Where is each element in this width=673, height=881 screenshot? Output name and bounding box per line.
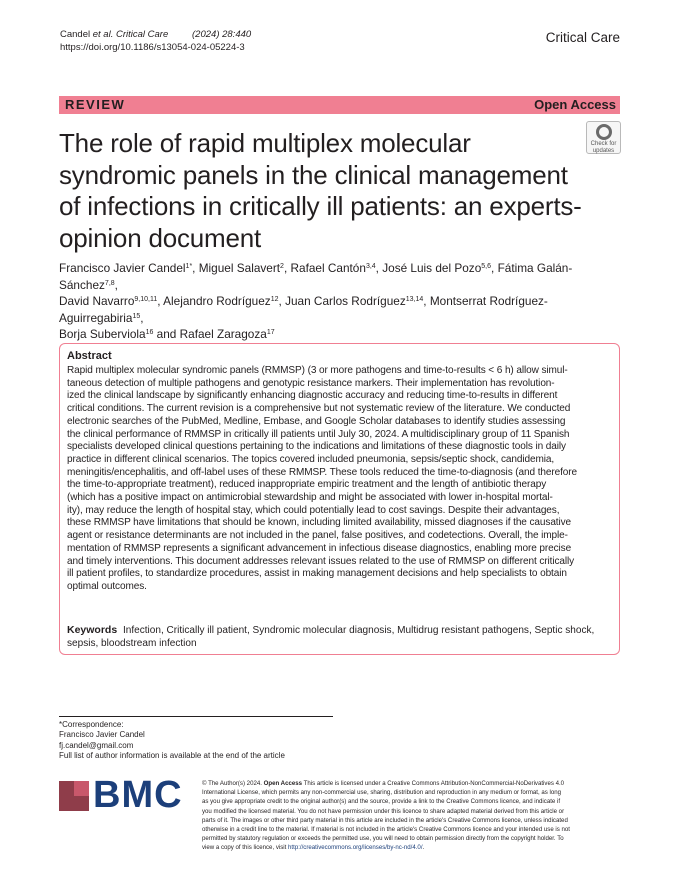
check-updates-icon	[596, 124, 612, 140]
license-link[interactable]: http://creativecommons.org/licenses/by-nc-nd/4.0/	[288, 844, 423, 852]
open-access-label: Open Access	[534, 97, 616, 112]
keywords-label: Keywords	[67, 624, 118, 636]
check-for-updates-button[interactable]	[586, 121, 621, 154]
author-name[interactable]: Rafael Zaragoza	[179, 327, 267, 341]
author-name[interactable]: Juan Carlos Rodríguez	[285, 294, 406, 308]
keywords-list-cont: sepsis, bloodstream infection	[67, 637, 197, 649]
article-type-banner	[59, 96, 620, 114]
author-name[interactable]: Rafael Cantón	[290, 261, 366, 275]
authors-conjunction: and	[156, 327, 177, 341]
journal-name: Critical Care	[545, 30, 620, 45]
correspondence-email[interactable]: fj.candel@gmail.com	[59, 740, 134, 750]
article-type-label: REVIEW	[65, 97, 126, 112]
correspondence-name: Francisco Javier Candel	[59, 730, 145, 740]
keywords	[67, 624, 612, 650]
author-name[interactable]: Francisco Javier Candel	[59, 261, 186, 275]
abstract-box	[59, 343, 620, 655]
author-name[interactable]: Miguel Salavert	[198, 261, 281, 275]
author-name[interactable]: David Navarro	[59, 294, 135, 308]
footnote-divider	[59, 716, 333, 717]
abstract-heading: Abstract	[67, 350, 112, 362]
correspondence-label: *Correspondence:	[59, 720, 124, 729]
keywords-list: Infection, Critically ill patient, Syndromic molecular diagnosis, Multidrug resistant pathogens, Septic shock,	[122, 625, 595, 636]
author-name[interactable]: Alejandro Rodríguez	[163, 294, 271, 308]
author-list: Francisco Javier Candel$^{1*}$, Miguel Salavert$^2$, Rafael Cantón$^{3,4}$, José Luis del Pozo$^{5,6}$, Fátima Galán-Sánchez$^{7,8}$, David Navarro$^{9,10,11}$, Alejandro Rodríguez$^{12}$, Juan Carlos Rodríguez$^{13,14}$, Montserrat Rodríguez-Aguirregabiria$^{15}$, Borja Suberviola$^{16}$ and Rafael Zaragoza$^{17}$	[59, 261, 573, 341]
bmc-logo-text: BMC	[93, 774, 183, 816]
author-name[interactable]: Borja Suberviola	[59, 327, 146, 341]
header-author: Candel	[60, 29, 91, 40]
bmc-logo[interactable]	[59, 774, 187, 816]
bmc-logo-mark-accent	[74, 781, 89, 796]
license-open-access: Open Access	[263, 780, 303, 787]
author-name[interactable]: Fátima Galán-Sánchez	[59, 261, 573, 292]
author-name[interactable]: José Luis del Pozo	[382, 261, 482, 275]
check-updates-label: Check for updates	[590, 141, 617, 154]
author-info-note: Full list of author information is available at the end of the article	[59, 751, 285, 761]
header-doi[interactable]: https://doi.org/10.1186/s13054-024-05224-3	[60, 41, 245, 53]
header-journal: et al. Critical Care	[92, 29, 169, 40]
article-title: The role of rapid multiplex molecular syndromic panels in the clinical management of infections in critically ill patients: an experts-opinion document	[59, 128, 582, 253]
header-volume: (2024) 28:440	[192, 29, 252, 40]
running-header	[60, 29, 251, 54]
header-citation-line	[60, 29, 251, 42]
license-text: © The Author(s) 2024. Open Access This article is licensed under a Creative Commons Attribution-NonCommercial-NoDerivatives 4.0 International License, which permits any non-commercial use, sharing, distribution and reproduction in any medium or format, as long as you give appropriate credit to the original author(s) and the source, provide a link to the Creative Commons licence, and indicate if you modified the licensed material. You do not have permission under this licence to share adapted material derived from this article or parts of it. The images or other third party material in this article are included in the article's Creative Commons licence, unless indicated otherwise in a credit line to the material. If material is not included in the article's Creative Commons licence and your intended use is not permitted by statutory regulation or exceeds the permitted use, you will need to obtain permission directly from the copyright holder. To view a copy of this licence, visit http://creativecommons.org/licenses/by-nc-nd/4.0/.	[202, 780, 570, 852]
abstract-text: Rapid multiplex molecular syndromic panels (RMMSP) (3 or more pathogens and time-to-results < 6 h) allow simul- taneous detection of multiple pathogens and genotypic resistance markers. Their implementation has revolution- ized the clinical landscape by significantly enhancing diagnostic accuracy and reducing time-to-results in different critical conditions. The current revision is a comprehensive but not systematic review of the literature. We conducted electronic searches of the PubMed, Medline, Embase, and Google Scholar databases to identify studies assessing the clinical performance of RMMSP in critically ill patients until July 30, 2024. A multidisciplinary group of 11 Spanish specialists developed clinical questions pertaining to the indications and limitations of these diagnostic tools in daily practice in different clinical scenarios. The topics covered included pneumonia, sepsis/septic shock, candidemia, meningitis/encephalitis, and off-label uses of these RMMSP. These tools reduced the time-to-diagnosis (and therefore the time-to-appropriate treatment), reduced inappropriate empiric treatment and the length of antibiotic therapy (which has a positive impact on antimicrobial stewardship and might be associated with lower in-hospital mortal- ity), may reduce the length of hospital stay, which could potentially lead to cost savings. Despite their advantages, these RMMSP have limitations that should be known, including limited availability, missed diagnoses if the causative agent or resistance determinants are not included in the panel, false positives, and codetections. Overall, the imple- mentation of RMMSP represents a significant advancement in infectious disease diagnostics, enabling more precise and timely interventions. This document addresses relevant issues related to the use of RMMSP on different critically ill patient profiles, to standardize procedures, assist in making management decisions and help specialists to obtain optimal outcomes.	[67, 365, 578, 592]
author-name[interactable]: Montserrat Rodríguez-Aguirregabiria	[59, 294, 548, 325]
correspondence	[59, 720, 285, 762]
